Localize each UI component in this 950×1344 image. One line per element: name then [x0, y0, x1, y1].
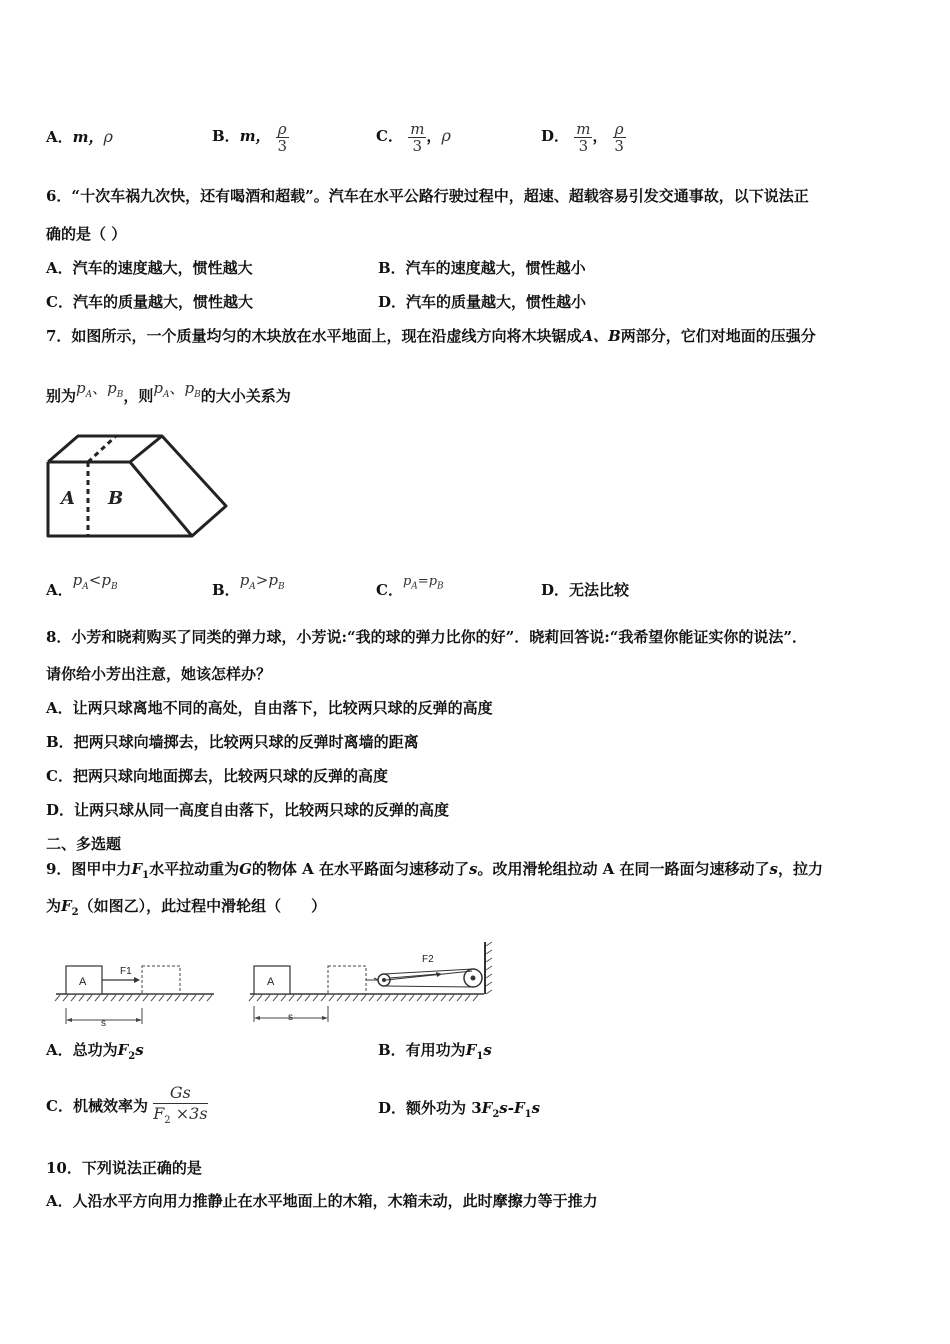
q7-sub-b: B	[110, 582, 118, 592]
q9-figure-direct-pull	[52, 958, 222, 1030]
q9-F-symbol: F	[513, 1099, 525, 1117]
q7-rel-gt: >	[255, 571, 269, 589]
q7-rel-eq: =	[417, 574, 429, 589]
q9-F-symbol: F	[61, 897, 72, 915]
q9-option-b	[378, 1040, 492, 1067]
q7-stem-line1-ab: A、B	[581, 327, 621, 345]
q9-stem-line1	[46, 859, 823, 886]
q7-stem-line2	[46, 379, 291, 413]
q10-option-a: A．人沿水平方向用力推静止在水平地面上的木箱，木箱未动，此时摩擦力等于推力	[46, 1192, 598, 1210]
q9-option-a	[46, 1040, 144, 1067]
q7-p-symbol: p	[76, 379, 86, 397]
q7-sub-a: A	[82, 582, 89, 592]
q9-option-c-fraction	[153, 1083, 207, 1131]
q7-stem-line1-post: 两部分，它们对地面的压强分	[620, 327, 816, 345]
q7-wooden-block-figure	[44, 432, 234, 544]
q6-option-d: D．汽车的质量越大，惯性越小	[378, 293, 587, 311]
q9-l1-a: 9．图甲中力	[46, 860, 132, 878]
q9-stem-line2	[46, 896, 326, 923]
q9-fig1-label-s: s	[101, 1018, 106, 1029]
q8-stem-line1: 8．小芳和晓莉购买了同类的弹力球，小芳说:“我的球的弹力比你的好”．晓莉回答说:“我希望你能证实你的说法”．	[46, 628, 808, 646]
q7-rel-lt: <	[88, 571, 102, 589]
q7-option-c-relation	[402, 574, 444, 592]
q9-s-symbol: s	[135, 1041, 144, 1059]
q7-p-symbol: p	[402, 574, 412, 589]
q9-option-c-text: C．机械效率为	[46, 1097, 148, 1115]
q9-f2	[61, 897, 79, 918]
q9-option-c-num: Gs	[153, 1083, 207, 1104]
q5-option-d-den-2: 3	[614, 136, 624, 155]
q7-stem-line1-pre: 7．如图所示，一个质量均匀的木块放在水平地面上，现在沿虚线方向将木块锯成	[46, 327, 582, 345]
q7-dun-1: 、	[92, 379, 108, 397]
section-heading-multi-choice: 二、多选题	[46, 835, 122, 853]
q7-pa-1	[76, 379, 93, 400]
q5-option-d	[541, 108, 626, 164]
q9-option-b-text: B．有用功为	[378, 1041, 466, 1059]
q9-F-symbol: F	[117, 1041, 129, 1059]
q5-option-d-den-1: 3	[578, 136, 589, 155]
q5-option-b-fraction	[276, 121, 289, 154]
q6-option-b: B．汽车的速度越大，惯性越小	[378, 259, 586, 277]
q8-option-b: B．把两只球向墙掷去，比较两只球的反弹时离墙的距离	[46, 733, 419, 751]
q9-option-d-expr	[481, 1099, 541, 1120]
q7-option-c	[376, 574, 444, 607]
q5-option-d-label: D．	[541, 127, 570, 145]
q7-stem-line2-mid: ，则	[123, 387, 154, 405]
q7-option-d: D．无法比较	[541, 581, 630, 599]
q5-option-c-label: C．	[376, 127, 403, 145]
q7-dun-2: 、	[169, 379, 185, 397]
q6-option-a: A．汽车的速度越大，惯性越大	[46, 259, 253, 277]
q7-pb-1	[107, 379, 124, 400]
q7-option-b-label: B．	[212, 581, 240, 599]
q9-l2-a: 为	[46, 897, 62, 915]
q9-fig2-label-f2: F2	[422, 954, 434, 965]
q9-option-d-end: s	[531, 1099, 541, 1117]
q7-option-c-label: C．	[376, 581, 403, 599]
q5-option-b-text: m，	[239, 127, 271, 145]
q9-option-a-text: A．总功为	[46, 1041, 118, 1059]
q7-pa-2	[153, 379, 170, 400]
q7-p-symbol: p	[268, 571, 278, 589]
q7-sub-b: B	[277, 582, 285, 592]
q8-option-c: C．把两只球向地面掷去，比较两只球的反弹的高度	[46, 767, 388, 785]
q9-G-symbol: G	[239, 860, 252, 878]
q9-sub-1: 1	[476, 1051, 484, 1062]
q7-sub-a: A	[249, 582, 256, 592]
q5-option-d-num-2: ρ	[614, 119, 624, 138]
q9-l1-e: ，拉力	[778, 860, 824, 878]
q5-option-c-num: m	[410, 119, 425, 138]
q7-p-symbol: p	[72, 571, 83, 589]
q9-option-a-f2s	[117, 1041, 144, 1062]
q9-option-d-text: D．额外功为 3	[378, 1099, 482, 1117]
q7-pb-2	[184, 379, 201, 400]
q7-option-a-relation	[72, 571, 118, 592]
q9-fig1-label-a: A	[79, 976, 87, 988]
q7-option-a-label: A．	[46, 581, 73, 599]
q9-l1-c: 的物体 A 在水平路面匀速移动了	[251, 860, 469, 878]
q7-stem-line1	[46, 326, 816, 346]
q9-sub-1: 1	[524, 1109, 532, 1120]
q5-option-c-fraction	[408, 121, 426, 154]
q5-option-b-label: B．	[212, 127, 240, 145]
q5-option-a-label: A．	[46, 128, 73, 146]
q7-sub-a: A	[411, 581, 418, 592]
q9-sub-1: 1	[142, 870, 150, 881]
q7-option-b	[212, 571, 285, 607]
q5-option-c-den: 3	[412, 136, 423, 155]
q7-option-b-relation	[239, 571, 285, 592]
q9-f1	[131, 860, 150, 881]
q9-option-c	[46, 1072, 208, 1140]
q9-l1-d: 。改用滑轮组拉动 A 在同一路面匀速移动了	[477, 860, 770, 878]
q9-option-d	[378, 1098, 540, 1125]
q9-l2-b: （如图乙），此过程中滑轮组（ ）	[78, 897, 327, 915]
q7-p-symbol: p	[107, 379, 117, 397]
q9-F-symbol: F	[465, 1041, 477, 1059]
q5-option-a-text: m，	[72, 128, 104, 146]
q9-option-c-den	[153, 1104, 207, 1131]
q9-sub-2: 2	[164, 1115, 171, 1127]
q9-fig2-label-s: s	[288, 1012, 293, 1023]
q7-sub-b: B	[437, 581, 444, 592]
q9-option-b-f1s	[465, 1041, 492, 1062]
q5-option-b	[212, 108, 289, 164]
q5-option-c-sep: ，	[426, 127, 442, 145]
q5-option-d-fraction-2	[613, 121, 626, 154]
q7-sub-a: A	[85, 390, 93, 400]
q9-option-c-den-tail: ×3s	[170, 1103, 208, 1123]
q9-s-symbol: s	[769, 860, 778, 878]
q5-option-a	[46, 127, 113, 147]
q5-option-b-num: ρ	[277, 119, 287, 138]
q7-p-symbol: p	[101, 571, 111, 589]
q7-sub-b: B	[116, 390, 124, 400]
q5-option-a-rho: ρ	[103, 127, 113, 146]
q9-l1-b: 水平拉动重为	[149, 860, 240, 878]
q5-option-d-num-1: m	[576, 119, 591, 138]
q9-s-symbol: s	[483, 1041, 492, 1059]
q7-figure-label-a: A	[61, 488, 75, 509]
q5-option-c	[376, 108, 451, 164]
q6-option-c: C．汽车的质量越大，惯性越大	[46, 293, 253, 311]
q9-sub-2: 2	[128, 1051, 136, 1062]
q9-fig1-label-f1: F1	[120, 966, 132, 977]
q9-F-symbol: F	[131, 860, 143, 878]
q8-option-a: A．让两只球离地不同的高处，自由落下，比较两只球的反弹的高度	[46, 699, 493, 717]
q7-sub-a: A	[163, 390, 170, 400]
q5-option-d-sep: ，	[592, 127, 608, 145]
q7-option-a	[46, 571, 118, 607]
q9-sub-2: 2	[71, 907, 79, 918]
q7-p-symbol: p	[184, 379, 195, 397]
q8-option-d: D．让两只球从同一高度自由落下，比较两只球的反弹的高度	[46, 801, 450, 819]
q7-p-symbol: p	[153, 379, 163, 397]
q7-stem-line2-post: 的大小关系为	[200, 387, 291, 405]
q9-F-symbol: F	[481, 1099, 493, 1117]
q7-stem-line2-pre: 别为	[46, 387, 77, 405]
q9-option-d-mid: s-	[499, 1099, 514, 1117]
q5-option-d-fraction-1	[574, 121, 592, 154]
q7-p-symbol: p	[239, 571, 250, 589]
q5-option-b-den: 3	[277, 136, 287, 155]
q8-stem-line2: 请你给小芳出注意，她该怎样办？	[46, 665, 272, 683]
q7-p-symbol: p	[428, 574, 438, 589]
q7-sub-b: B	[194, 390, 201, 400]
q7-figure-label-b: B	[108, 488, 124, 509]
q9-fig2-label-a: A	[267, 976, 275, 988]
q9-s-symbol: s	[469, 860, 478, 878]
q5-option-c-rho: ρ	[441, 126, 451, 145]
q9-figure-pulley-pull	[246, 940, 496, 1030]
q10-stem: 10．下列说法正确的是	[46, 1159, 202, 1177]
q6-stem-line1: 6．“十次车祸九次快，还有喝酒和超载”。汽车在水平公路行驶过程中，超速、超载容易引发交通事故，以下说法正	[46, 187, 809, 205]
q6-stem-line2: 确的是（ ）	[46, 225, 127, 243]
q9-F-symbol: F	[153, 1103, 165, 1123]
q9-sub-2: 2	[492, 1109, 500, 1120]
